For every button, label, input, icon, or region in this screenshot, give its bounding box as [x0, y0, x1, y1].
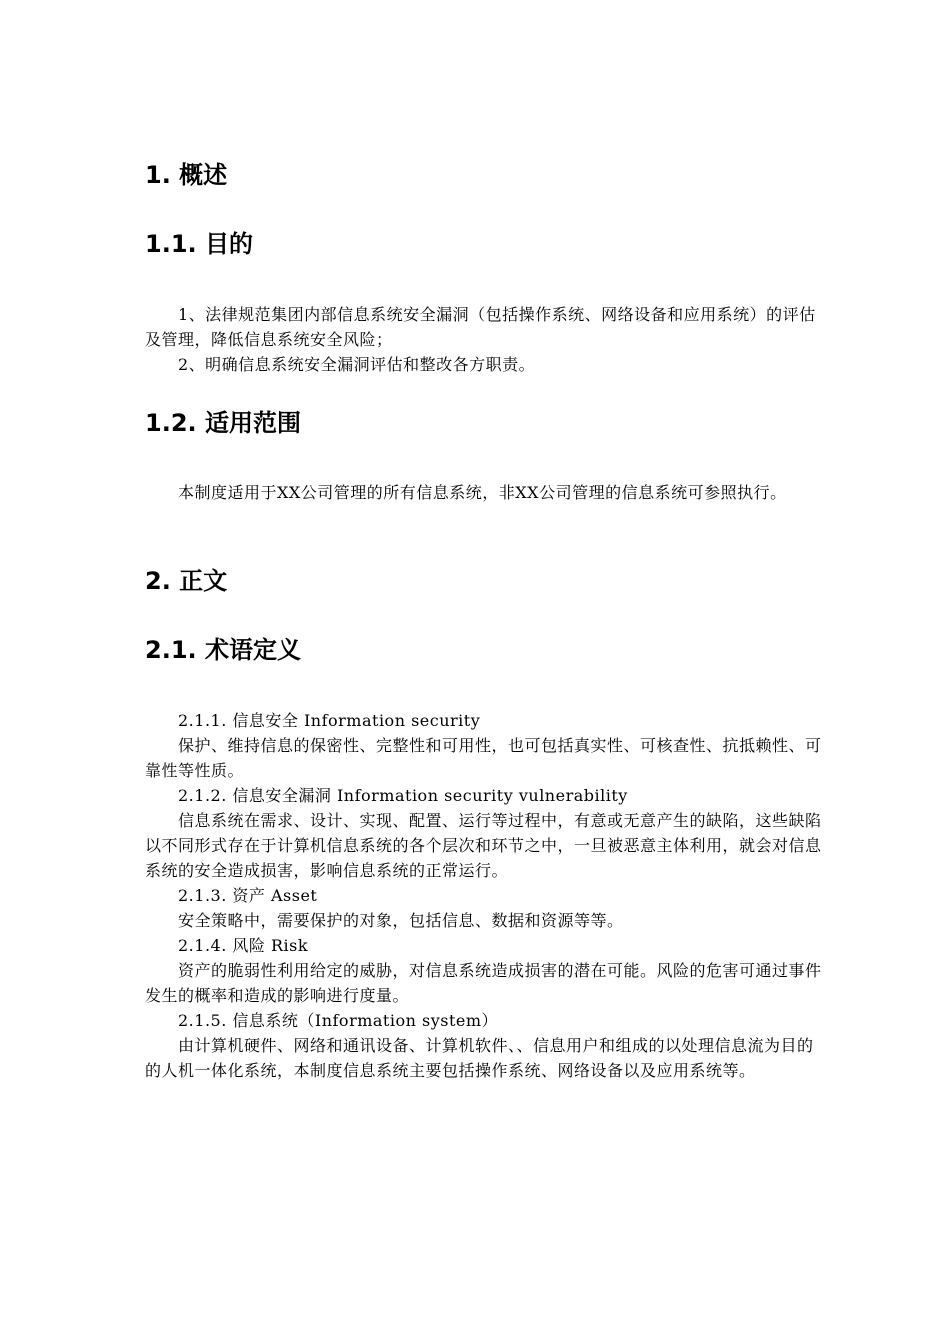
term-heading-2-1-3: 2.1.3. 资产 Asset — [178, 886, 318, 905]
term-definition-2-1-3: 安全策略中，需要保护的对象，包括信息、数据和资源等等。 — [178, 911, 624, 930]
section-heading-1-2: 1.2. 适用范围 — [145, 409, 301, 437]
term-definition-2-1-2: 信息系统在需求、设计、实现、配置、运行等过程中，有意或无意产生的缺陷，这些缺陷以不同形式存在于计算机信息系统的各个层次和环节之中，一旦被恶意主体利用，就会对信息系统的安全造成损害，影响信息系统的正常运行。 — [145, 811, 822, 880]
terms-body — [145, 708, 825, 1083]
purpose-paragraph-1: 1、法律规范集团内部信息系统安全漏洞（包括操作系统、网络设备和应用系统）的评估及管理，降低信息系统安全风险； — [145, 305, 816, 349]
purpose-body — [145, 302, 825, 377]
term-heading-2-1-1: 2.1.1. 信息安全 Information security — [178, 711, 481, 730]
purpose-paragraph-2: 2、明确信息系统安全漏洞评估和整改各方职责。 — [178, 355, 536, 374]
scope-body — [145, 480, 825, 505]
term-heading-2-1-4: 2.1.4. 风险 Risk — [178, 936, 309, 955]
term-heading-2-1-2: 2.1.2. 信息安全漏洞 Information security vulnerability — [178, 786, 628, 805]
term-definition-2-1-4: 资产的脆弱性利用给定的威胁，对信息系统造成损害的潜在可能。风险的危害可通过事件发生的概率和造成的影响进行度量。 — [145, 961, 822, 1005]
scope-paragraph-1: 本制度适用于XX公司管理的所有信息系统，非XX公司管理的信息系统可参照执行。 — [178, 483, 787, 502]
term-definition-2-1-1: 保护、维持信息的保密性、完整性和可用性，也可包括真实性、可核查性、抗抵赖性、可靠性等性质。 — [145, 736, 822, 780]
term-definition-2-1-5: 由计算机硬件、网络和通讯设备、计算机软件、、信息用户和组成的以处理信息流为目的的人机一体化系统，本制度信息系统主要包括操作系统、网络设备以及应用系统等。 — [145, 1036, 814, 1080]
term-heading-2-1-5: 2.1.5. 信息系统（Information system） — [178, 1011, 499, 1030]
section-heading-2: 2. 正文 — [145, 567, 228, 595]
section-heading-2-1: 2.1. 术语定义 — [145, 636, 301, 664]
section-heading-1: 1. 概述 — [145, 161, 228, 189]
section-heading-1-1: 1.1. 目的 — [145, 230, 253, 258]
